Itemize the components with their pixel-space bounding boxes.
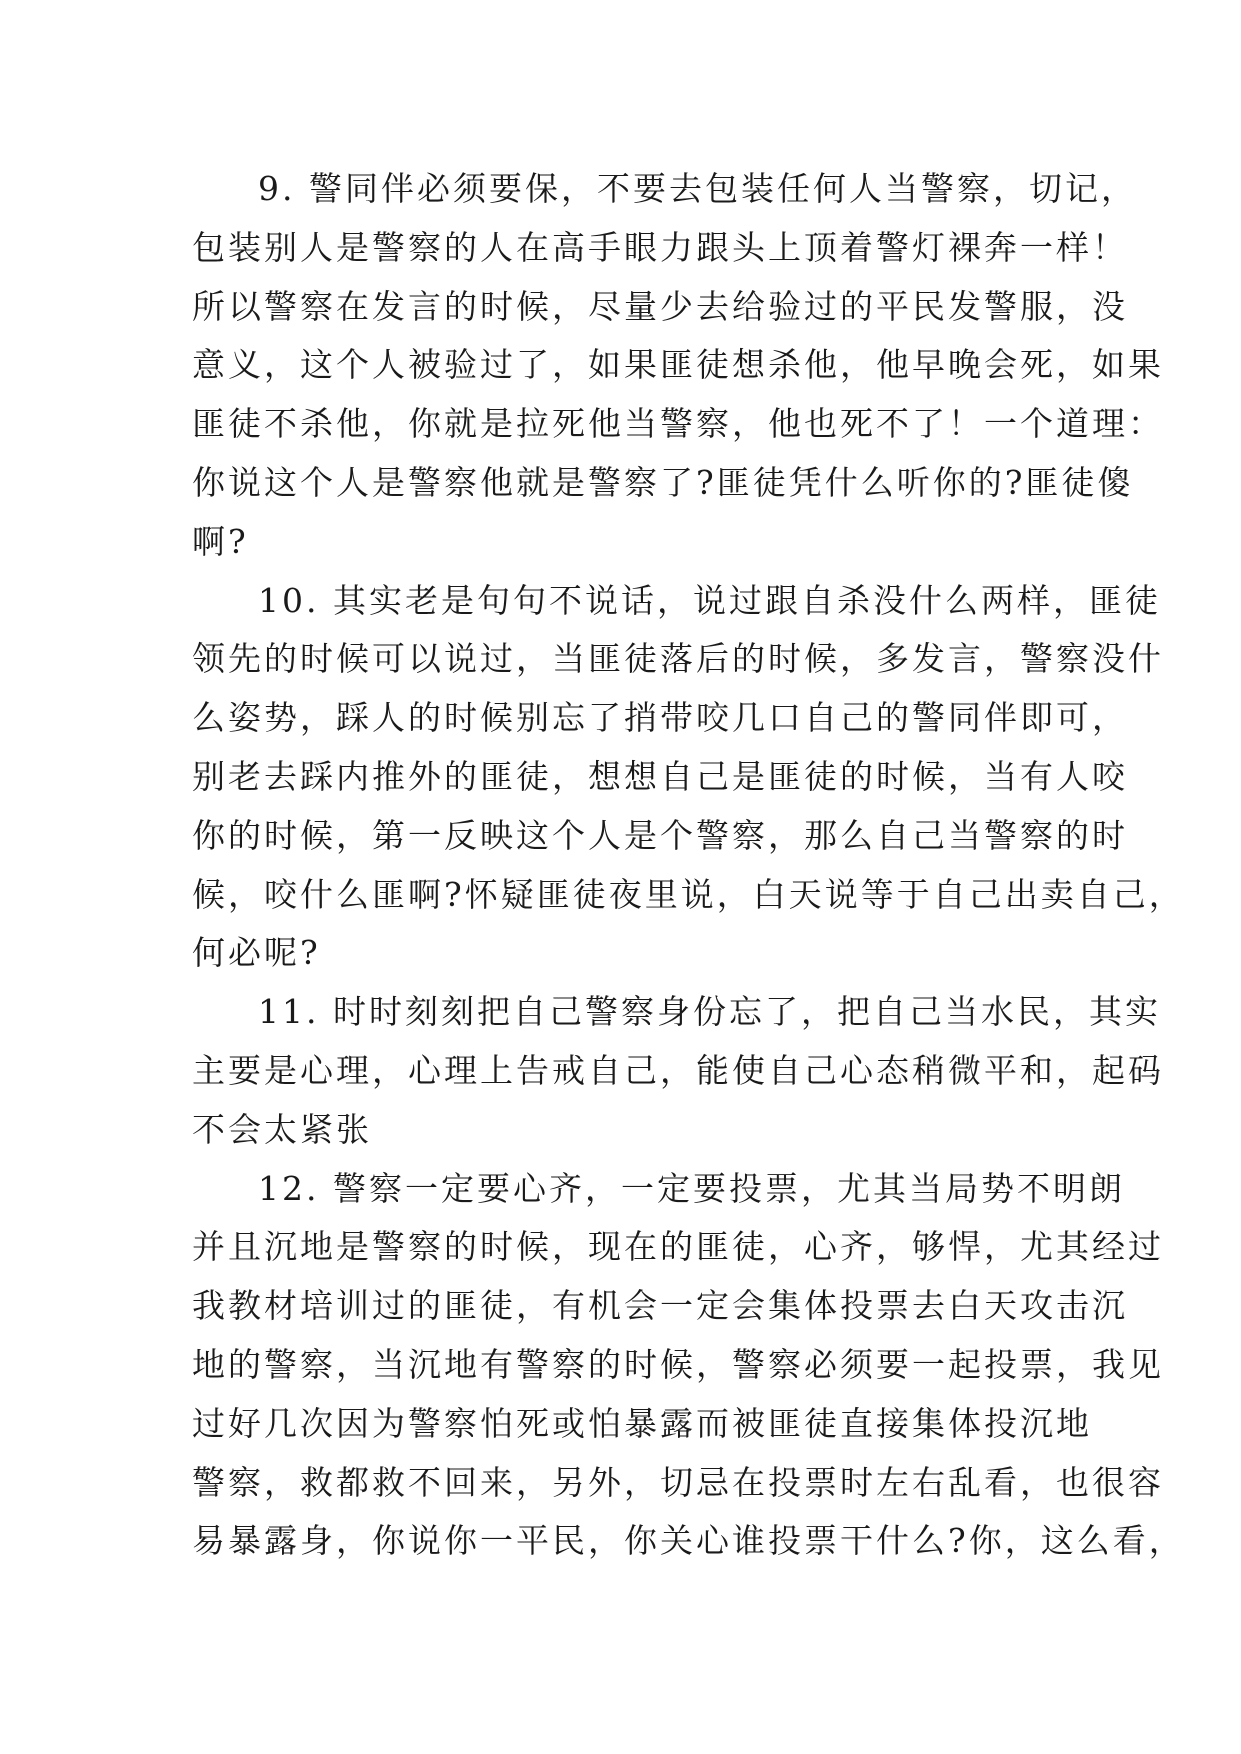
- paragraph-10: [192, 572, 1185, 984]
- text-line: 10. 其实老是句句不说话，说过跟自杀没什么两样，匪徒: [258, 580, 1161, 620]
- text-line: 何必呢?: [192, 933, 321, 973]
- text-line: 意义，这个人被验过了，如果匪徒想杀他，他早晚会死，如果: [192, 345, 1164, 385]
- text-line: 领先的时候可以说过，当匪徒落后的时候，多发言，警察没什: [192, 639, 1164, 679]
- paragraph-12: [192, 1160, 1185, 1572]
- paragraph-9: [192, 160, 1164, 572]
- text-line: 11. 时时刻刻把自己警察身份忘了，把自己当水民，其实: [258, 992, 1161, 1032]
- text-line: 并且沉地是警察的时候，现在的匪徒，心齐，够悍，尤其经过: [192, 1227, 1164, 1267]
- text-line: 啊?: [192, 521, 249, 561]
- text-line: 不会太紧张: [192, 1109, 372, 1149]
- text-line: 12. 警察一定要心齐，一定要投票，尤其当局势不明朗: [258, 1168, 1125, 1208]
- text-line: 过好几次因为警察怕死或怕暴露而被匪徒直接集体投沉地: [192, 1403, 1092, 1443]
- text-line: 所以警察在发言的时候，尽量少去给验过的平民发警服，没: [192, 286, 1128, 326]
- text-line: 我教材培训过的匪徒，有机会一定会集体投票去白天攻击沉: [192, 1286, 1128, 1326]
- text-line: 易暴露身，你说你一平民，你关心谁投票干什么?你，这么看，: [192, 1521, 1185, 1561]
- text-line: 匪徒不杀他，你就是拉死他当警察，他也死不了！一个道理：: [192, 404, 1164, 444]
- paragraph-11: [192, 983, 1164, 1159]
- text-line: 警察，救都救不回来，另外，切忌在投票时左右乱看，也很容: [192, 1462, 1164, 1502]
- text-line: 地的警察，当沉地有警察的时候，警察必须要一起投票，我见: [192, 1344, 1164, 1384]
- text-line: 别老去踩内推外的匪徒，想想自己是匪徒的时候，当有人咬: [192, 756, 1128, 796]
- text-line: 你的时候，第一反映这个人是个警察，那么自己当警察的时: [192, 815, 1128, 855]
- document-body: [192, 160, 1185, 1571]
- text-line: 包装别人是警察的人在高手眼力跟头上顶着警灯裸奔一样！: [192, 227, 1128, 267]
- text-line: 候，咬什么匪啊?怀疑匪徒夜里说，白天说等于自己出卖自己，: [192, 874, 1185, 914]
- text-line: 么姿势，踩人的时候别忘了捎带咬几口自己的警同伴即可，: [192, 698, 1128, 738]
- text-line: 9. 警同伴必须要保，不要去包装任何人当警察，切记，: [258, 169, 1137, 208]
- text-line: 你说这个人是警察他就是警察了?匪徒凭什么听你的?匪徒傻: [192, 462, 1134, 502]
- text-line: 主要是心理，心理上告戒自己，能使自己心态稍微平和，起码: [192, 1050, 1164, 1090]
